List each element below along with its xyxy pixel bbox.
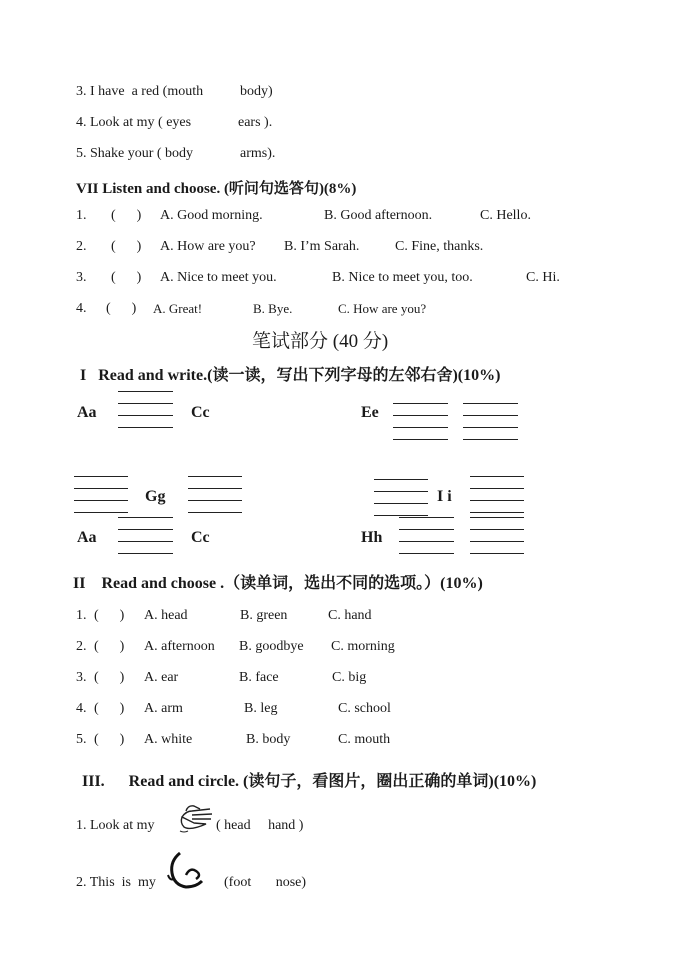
q6-3-text: 3. I have a red (mouth <box>76 84 204 99</box>
sec7-q4-c: C. How are you? <box>338 301 427 316</box>
q6-4-text: 4. Look at my ( eyes <box>76 115 192 130</box>
sec7-q4-a: A. Great! <box>153 301 203 316</box>
sec7-q1-b: B. Good afternoon. <box>324 208 433 223</box>
sec7-q3-c: C. Hi. <box>526 270 560 285</box>
sec7-q1-a: A. Good morning. <box>160 208 263 223</box>
letter-aa-2: Aa <box>77 529 97 546</box>
sec2-heading: II Read and choose .（读单词，选出不同的选项。）(10%) <box>73 575 483 592</box>
written-part-title: 笔试部分 (40 分) <box>252 331 389 352</box>
letter-cc-1: Cc <box>191 404 210 421</box>
letter-gg: Gg <box>145 488 166 505</box>
sec3-q1-options: ( head hand ) <box>216 818 304 833</box>
sec2-q1-a: A. head <box>144 608 188 623</box>
sec2-q3-b: B. face <box>239 670 279 685</box>
sec2-q5-paren: ( ) <box>94 732 125 747</box>
sec2-q2-a: A. afternoon <box>144 639 215 654</box>
sec2-q5-b: B. body <box>246 732 291 747</box>
sec7-q1-num: 1. <box>76 208 87 223</box>
sec7-q4-num: 4. <box>76 301 87 316</box>
ear-icon <box>164 847 212 893</box>
sec2-q3-c: C. big <box>332 670 367 685</box>
q6-3-option: body) <box>240 84 273 99</box>
sec7-q2-paren: ( ) <box>111 239 142 254</box>
q6-5-option: arms). <box>240 146 276 161</box>
sec2-q1-c: C. hand <box>328 608 372 623</box>
sec7-q2-a: A. How are you? <box>160 239 256 254</box>
sec2-q2-paren: ( ) <box>94 639 125 654</box>
sec2-q5-a: A. white <box>144 732 193 747</box>
sec7-q3-a: A. Nice to meet you. <box>160 270 277 285</box>
sec2-q2-b: B. goodbye <box>239 639 304 654</box>
sec2-q4-a: A. arm <box>144 701 183 716</box>
sec2-q3-paren: ( ) <box>94 670 125 685</box>
sec7-q2-c: C. Fine, thanks. <box>395 239 484 254</box>
sec7-q2-num: 2. <box>76 239 87 254</box>
sec7-q3-num: 3. <box>76 270 87 285</box>
letter-hh: Hh <box>361 529 383 546</box>
sec2-q3-a: A. ear <box>144 670 179 685</box>
q6-5-text: 5. Shake your ( body <box>76 146 194 161</box>
sec2-q4-num: 4. <box>76 701 87 716</box>
sec2-q1-paren: ( ) <box>94 608 125 623</box>
sec3-q1-text: 1. Look at my <box>76 818 155 833</box>
hand-icon <box>176 801 216 837</box>
sec3-q2-options: (foot nose) <box>224 875 307 890</box>
sec2-q4-c: C. school <box>338 701 391 716</box>
sec7-heading: VII Listen and choose. (听问句选答句)(8%) <box>76 181 357 197</box>
sec7-q3-b: B. Nice to meet you, too. <box>332 270 473 285</box>
sec7-q1-paren: ( ) <box>111 208 142 223</box>
sec1-heading: I Read and write.(读一读，写出下列字母的左邻右舍)(10%) <box>80 367 501 384</box>
sec7-q2-b: B. I’m Sarah. <box>284 239 360 254</box>
sec2-q1-b: B. green <box>240 608 288 623</box>
sec2-q4-b: B. leg <box>244 701 278 716</box>
sec2-q3-num: 3. <box>76 670 87 685</box>
sec2-q5-num: 5. <box>76 732 87 747</box>
sec7-q4-b: B. Bye. <box>253 301 293 316</box>
sec3-q2-text: 2. This is my <box>76 875 156 890</box>
sec2-q4-paren: ( ) <box>94 701 125 716</box>
sec3-heading: III. Read and circle. (读句子，看图片，圈出正确的单词)(10%) <box>82 773 537 790</box>
sec7-q3-paren: ( ) <box>111 270 142 285</box>
sec2-q1-num: 1. <box>76 608 87 623</box>
letter-ee: Ee <box>361 404 379 421</box>
sec2-q2-num: 2. <box>76 639 87 654</box>
sec7-q4-paren: ( ) <box>106 301 137 316</box>
sec7-q1-c: C. Hello. <box>480 208 531 223</box>
sec2-q5-c: C. mouth <box>338 732 391 747</box>
q6-4-option: ears ). <box>238 115 273 130</box>
letter-cc-2: Cc <box>191 529 210 546</box>
letter-ii: I i <box>437 488 452 505</box>
sec2-q2-c: C. morning <box>331 639 395 654</box>
letter-aa-1: Aa <box>77 404 97 421</box>
